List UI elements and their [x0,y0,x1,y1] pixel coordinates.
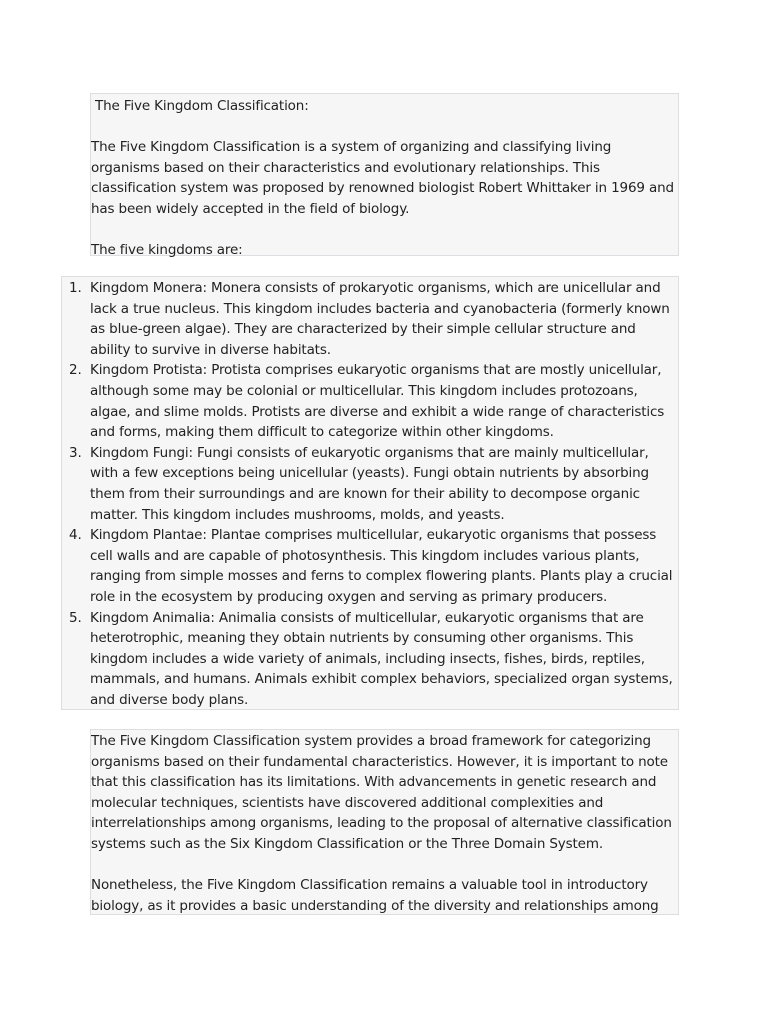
conclusion-section [90,729,679,915]
list-item [62,525,678,607]
spacer [91,220,678,241]
kingdom-list [62,278,678,710]
list-item-number: 2. [69,362,82,379]
closing-paragraph: Nonetheless, the Five Kingdom Classification remains a valuable tool in introductory biology, as it provides a basic understanding of the diversity and relationships among [91,877,659,914]
spacer [91,855,678,876]
list-item-number: 1. [69,280,82,296]
list-item-text: Kingdom Animalia: Animalia consists of multicellular, eukaryotic organisms that are heterotrophic, meaning they obtain nutrients by consuming other organisms. This kingdom includes a wide variety of animals, including insects, fishes, birds, reptiles, mammals, and humans. Animals exhibit complex behaviors, specialized organ systems, and diverse body plans. [90,609,673,708]
list-item-text: Kingdom Plantae: Plantae comprises multicellular, eukaryotic organisms that possess cell walls and are capable of photosynthesis. This kingdom includes various plants, ranging from simple mosses and ferns to complex flowering plants. Plants play a crucial role in the ecosystem by producing oxygen and serving as primary producers. [90,527,673,605]
conclusion-paragraph: The Five Kingdom Classification system provides a broad framework for categorizing organisms based on their fundamental characteristics. However, it is important to note that this classification has its limitations. With advancements in genetic research and molecular techniques, scientists have discovered additional complexities and interrelationships among organisms, leading to the proposal of alternative classification systems such as the Six Kingdom Classification or the Three Domain System. [91,733,672,852]
document-title: The Five Kingdom Classification: [95,98,309,114]
list-item-number: 4. [69,527,82,544]
list-item [62,360,678,442]
list-item [62,608,678,711]
list-item [62,443,678,525]
list-item-number: 3. [69,444,82,461]
list-item-text: Kingdom Monera: Monera consists of prokaryotic organisms, which are unicellular and lack a true nucleus. This kingdom includes bacteria and cyanobacteria (formerly known as blue-green algae). They are characterized by their simple cellular structure and ability to survive in diverse habitats. [90,280,670,358]
list-item [62,278,678,360]
spacer [91,117,678,138]
kingdom-list-section [61,276,679,710]
list-item-number: 5. [69,609,82,626]
list-item-text: Kingdom Protista: Protista comprises eukaryotic organisms that are mostly unicellular, although some may be colonial or multicellular. This kingdom includes protozoans, algae, and slime molds. Protists are diverse and exhibit a wide range of characteristics and forms, making them difficult to categorize within other kingdoms. [90,362,665,441]
list-item-text: Kingdom Fungi: Fungi consists of eukaryotic organisms that are mainly multicellular, with a few exceptions being unicellular (yeasts). Fungi obtain nutrients by absorbing them from their surroundings and are known for their ability to decompose organic matter. This kingdom includes mushrooms, molds, and yeasts. [90,444,649,523]
list-lead: The five kingdoms are: [91,242,243,259]
intro-paragraph: The Five Kingdom Classification is a system of organizing and classifying living organisms based on their characteristics and evolutionary relationships. This classification system was proposed by renowned biologist Robert Whittaker in 1969 and has been widely accepted in the field of biology. [91,139,674,217]
intro-section [90,93,679,259]
